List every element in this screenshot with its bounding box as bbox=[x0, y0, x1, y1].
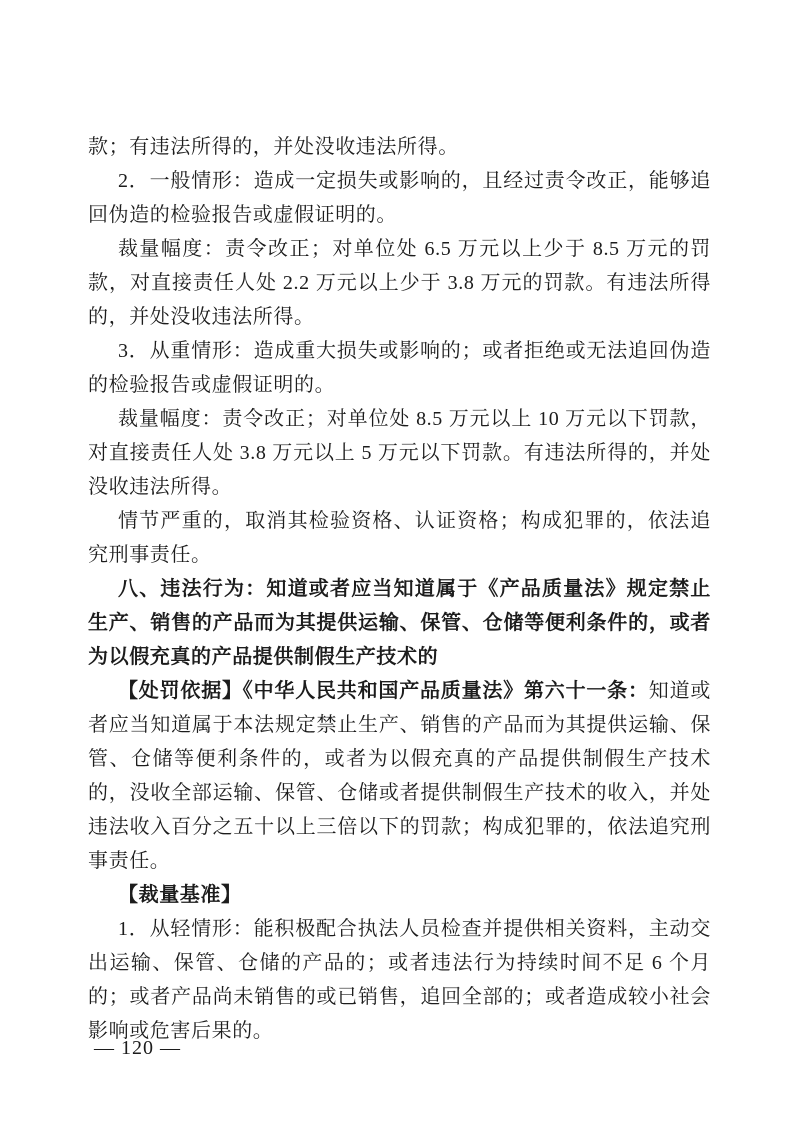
paragraph-penalty-basis bbox=[88, 674, 711, 878]
paragraph-discretion-range-case-3: 裁量幅度：责令改正；对单位处 8.5 万元以上 10 万元以下罚款，对直接责任人处 3.8 万元以上 5 万元以下罚款。有违法所得的，并处没收违法所得。 bbox=[88, 408, 711, 498]
paragraph-discretion-range-case-2: 裁量幅度：责令改正；对单位处 6.5 万元以上少于 8.5 万元的罚款，对直接责任人处 2.2 万元以上少于 3.8 万元的罚款。有违法所得的，并处没收违法所得。 bbox=[88, 238, 711, 328]
page-text-block bbox=[88, 130, 711, 1048]
penalty-basis-body-text: 知道或者应当知道属于本法规定禁止生产、销售的产品而为其提供运输、保管、仓储等便利条件的，或者为以假充真的产品提供制假生产技术的，没收全部运输、保管、仓储或者提供制假生产技术的收入，并处违法收入百分之五十以上三倍以下的罚款；构成犯罪的，依法追究刑事责任。 bbox=[88, 680, 711, 872]
paragraph-case-1-lenient-circumstance: 1．从轻情形：能积极配合执法人员检查并提供相关资料，主动交出运输、保管、仓储的产品的；或者违法行为持续时间不足 6 个月的；或者产品尚未销售的或已销售，追回全部的；或者造成较小社会影响或危害后果的。 bbox=[88, 918, 711, 1042]
paragraph-continuation-confiscation: 款；有违法所得的，并处没收违法所得。 bbox=[88, 136, 459, 158]
label-discretion-benchmark: 【裁量基准】 bbox=[118, 884, 242, 906]
paragraph-case-2-general-circumstance: 2．一般情形：造成一定损失或影响的，且经过责令改正，能够追回伪造的检验报告或虚假证明的。 bbox=[88, 170, 711, 226]
paragraph-serious-circumstances: 情节严重的，取消其检验资格、认证资格；构成犯罪的，依法追究刑事责任。 bbox=[88, 510, 711, 566]
heading-violation-act-8: 八、违法行为：知道或者应当知道属于《产品质量法》规定禁止生产、销售的产品而为其提供运输、保管、仓储等便利条件的，或者为以假充真的产品提供制假生产技术的 bbox=[88, 578, 711, 668]
paragraph-case-3-severe-circumstance: 3．从重情形：造成重大损失或影响的；或者拒绝或无法追回伪造的检验报告或虚假证明的。 bbox=[88, 340, 711, 396]
page-number: — 120 — bbox=[94, 1037, 181, 1059]
penalty-basis-bold-lead: 【处罚依据】《中华人民共和国产品质量法》第六十一条： bbox=[118, 680, 649, 702]
